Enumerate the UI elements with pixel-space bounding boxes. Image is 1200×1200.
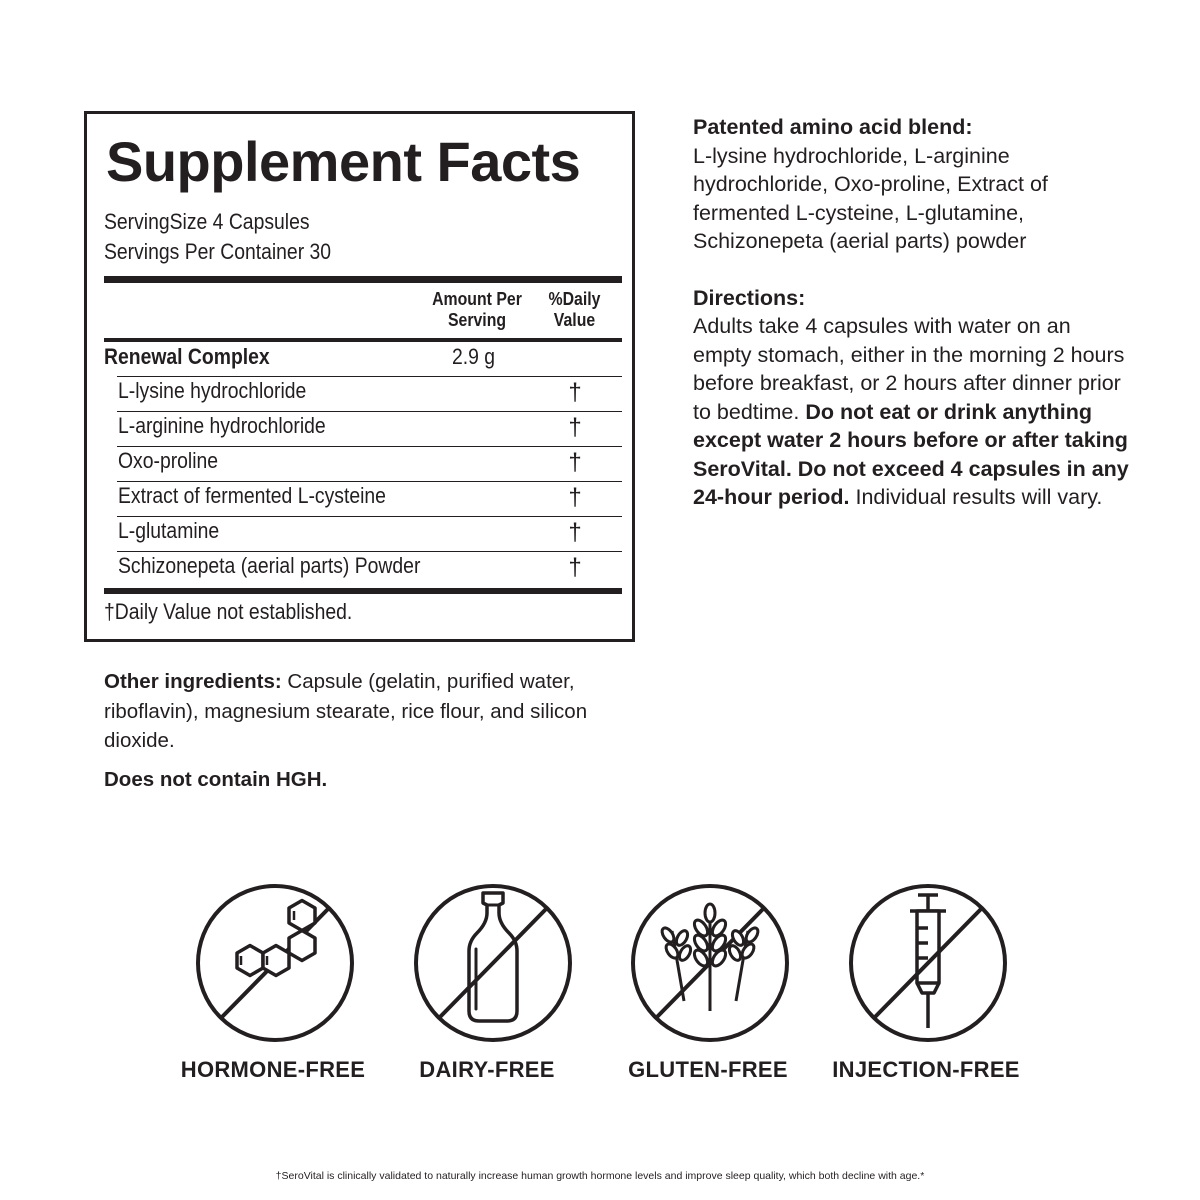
hormone-free-badge (195, 883, 355, 1043)
supplement-facts-title: Supplement Facts (106, 130, 581, 193)
ingredient-row-label: L-glutamine (118, 518, 220, 543)
no-hgh-statement: Does not contain HGH. (104, 768, 328, 791)
serving-size: ServingSize 4 Capsules (104, 209, 310, 234)
dagger-mark: † (568, 449, 582, 476)
gluten-free-label: GLUTEN-FREE (628, 1057, 788, 1082)
injection-free-label: INJECTION-FREE (832, 1057, 1020, 1082)
other-ingredients-text: Capsule (gelatin, purified water, riboflavin), magnesium stearate, rice flour, and silicon dioxide. (104, 670, 588, 752)
complex-name: Renewal Complex (104, 344, 270, 369)
milk-bottle-icon (413, 883, 573, 1043)
dagger-mark: † (568, 484, 582, 511)
top-thick-rule (104, 276, 622, 283)
servings-per-container: Servings Per Container 30 (104, 239, 332, 264)
supplement-facts-panel (84, 111, 635, 642)
ingredient-row-label: Extract of fermented L-cysteine (118, 483, 386, 508)
hormone-free-label: HORMONE-FREE (180, 1057, 366, 1082)
row-divider (117, 516, 622, 517)
dagger-mark: † (568, 379, 582, 406)
dagger-mark: † (568, 519, 582, 546)
dairy-free-label: DAIRY-FREE (419, 1057, 555, 1082)
blend-text: L-lysine hydrochloride, L-arginine hydrochloride, Oxo-proline, Extract of fermented L-cysteine, L-glutamine, Schizonepeta (aerial parts) powder (693, 143, 1048, 253)
hormone-molecule-icon (195, 883, 355, 1043)
dagger-mark: † (568, 554, 582, 581)
directions-heading: Directions: (693, 285, 806, 310)
directions-instructions: Adults take 4 capsules with water on an empty stomach, either in the morning 2 hours before breakfast, or 2 hours after dinner prior to bedtime. (693, 314, 1125, 424)
row-divider (117, 376, 622, 377)
other-ingredients-label: Other ingredients: (104, 670, 282, 693)
bottom-thick-rule (104, 588, 622, 594)
dagger-mark: † (568, 414, 582, 441)
ingredient-row-label: Schizonepeta (aerial parts) Powder (118, 553, 421, 578)
ingredient-row-label: L-arginine hydrochloride (118, 413, 326, 438)
gluten-free-badge (630, 883, 790, 1043)
header-rule (104, 338, 622, 342)
wheat-icon (630, 883, 790, 1043)
spacer (693, 256, 1133, 284)
blend-heading: Patented amino acid blend: (693, 115, 973, 139)
product-info-column (693, 113, 1133, 512)
dairy-free-badge (413, 883, 573, 1043)
disclaimer: †SeroVital is clinically validated to naturally increase human growth hormone levels and improve sleep quality, which both decline with age.* (275, 1170, 925, 1182)
directions-warning: Do not eat or drink anything except water 2 hours before or after taking SeroVital. Do not exceed 4 capsules in any 24-hour period. (693, 399, 1129, 509)
complex-amount: 2.9 g (452, 344, 496, 369)
daily-value-footnote: †Daily Value not established. (104, 599, 353, 624)
ingredient-row-label: Oxo-proline (118, 448, 219, 473)
row-divider (117, 481, 622, 482)
directions-results: Individual results will vary. (855, 485, 1103, 509)
injection-free-badge (848, 883, 1008, 1043)
amount-per-serving-header: Amount Per Serving (432, 289, 522, 330)
other-ingredients (104, 667, 604, 756)
row-divider (117, 551, 622, 552)
syringe-icon (848, 883, 1008, 1043)
row-divider (117, 446, 622, 447)
row-divider (117, 411, 622, 412)
directions-text (693, 312, 1133, 512)
daily-value-header: %Daily Value (548, 289, 601, 330)
ingredient-row-label: L-lysine hydrochloride (118, 378, 307, 403)
